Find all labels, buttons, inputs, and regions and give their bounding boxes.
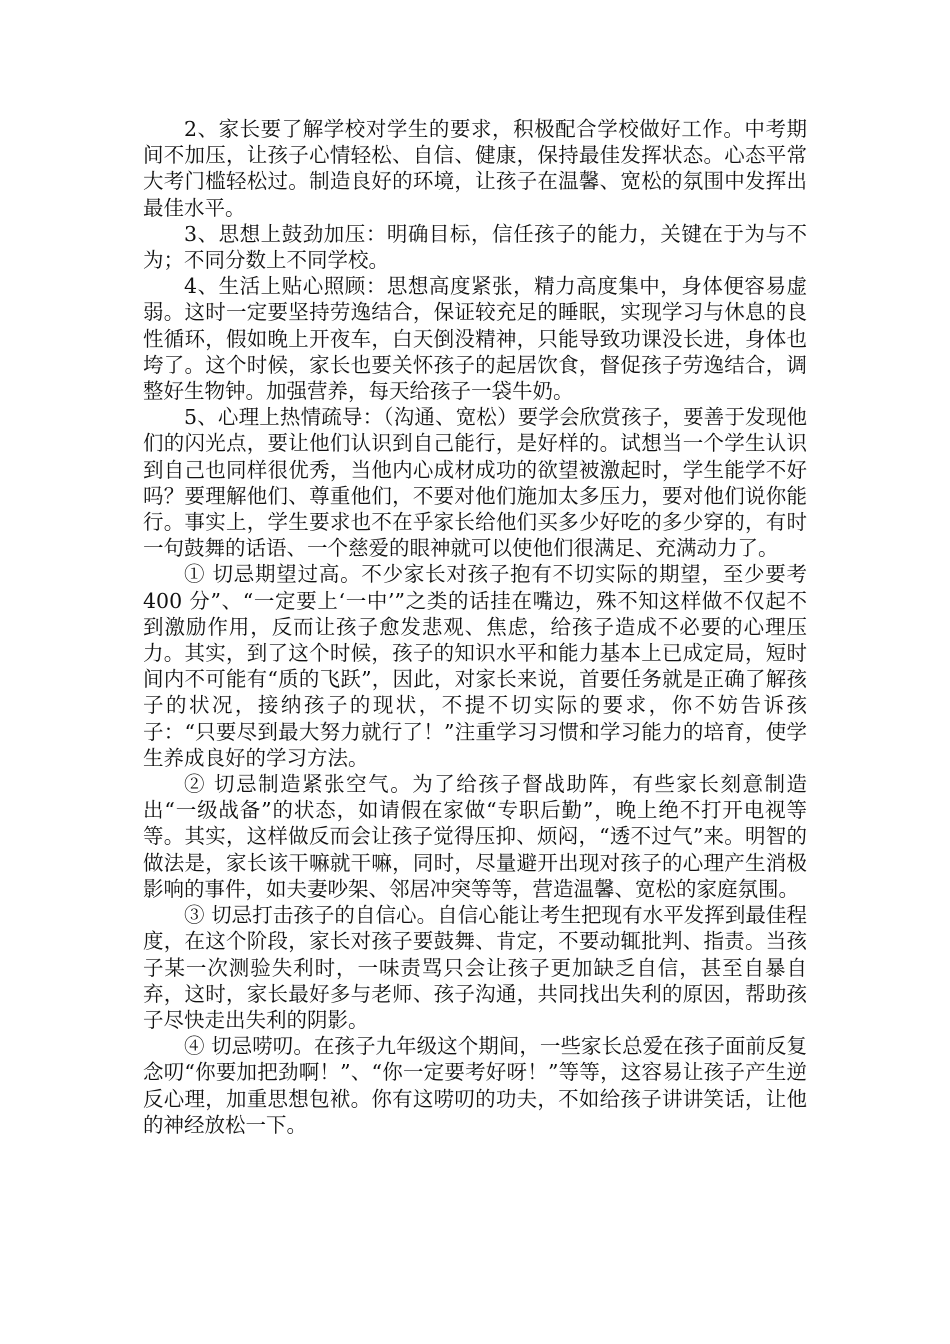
paragraph-encouragement: 3、思想上鼓劲加压：明确目标，信任孩子的能力，关键在于为与不为；不同分数上不同学校。 xyxy=(143,221,807,273)
paragraph-daily-care: 4、生活上贴心照顾：思想高度紧张，精力高度集中，身体便容易虚弱。这时一定要坚持劳逸结合，保证较充足的睡眠，实现学习与休息的良性循环，假如晚上开夜车，白天倒没精神，只能导致功课没长进，身体也垮了。这个时候，家长也要关怀孩子的起居饮食，督促孩子劳逸结合，调整好生物钟。加强营养，每天给孩子一袋牛奶。 xyxy=(143,274,807,404)
paragraph-avoid-undermining-confidence: ③ 切忌打击孩子的自信心。自信心能让考生把现有水平发挥到最佳程度，在这个阶段，家长对孩子要鼓舞、肯定，不要动辄批判、指责。当孩子某一次测验失利时，一味责骂只会让孩子更加缺乏自信，甚至自暴自弃，这时，家长最好多与老师、孩子沟通，共同找出失利的原因，帮助孩子尽快走出失利的阴影。 xyxy=(143,903,807,1032)
paragraph-avoid-nagging: ④ 切忌唠叨。在孩子九年级这个期间，一些家长总爱在孩子面前反复念叨“你要加把劲啊！”、“你一定要考好呀！”等等，这容易让孩子产生逆反心理，加重思想包袱。你有这唠叨的功夫，不如给孩子讲讲笑话，让他的神经放松一下。 xyxy=(143,1034,807,1137)
document-body xyxy=(143,116,807,1138)
paragraph-avoid-tension: ② 切忌制造紧张空气。为了给孩子督战助阵，有些家长刻意制造出“一级战备”的状态，如请假在家做“专职后勤”，晚上绝不打开电视等等。其实，这样做反而会让孩子觉得压抑、烦闷，“透不过气”来。明智的做法是，家长该干嘛就干嘛，同时，尽量避开出现对孩子的心理产生消极影响的事件，如夫妻吵架、邻居冲突等等，营造温馨、宽松的家庭氛围。 xyxy=(143,772,807,901)
paragraph-avoid-high-expectations: ① 切忌期望过高。不少家长对孩子抱有不切实际的期望，至少要考 400 分”、“一定要上‘一中’”之类的话挂在嘴边，殊不知这样做不仅起不到激励作用，反而让孩子愈发悲观、焦虑，给孩子造成不必要的心理压力。其实，到了这个时候，孩子的知识水平和能力基本上已成定局，短时间内不可能有“质的飞跃”，因此，对家长来说，首要任务就是正确了解孩子的状况，接纳孩子的现状，不提不切实际的要求，你不妨告诉孩子：“只要尽到最大努力就行了！”注重学习习惯和学习能力的培育，使学生养成良好的学习方法。 xyxy=(143,562,807,770)
paragraph-psychological-guidance: 5、心理上热情疏导：（沟通、宽松）要学会欣赏孩子，要善于发现他们的闪光点，要让他们认识到自己能行，是好样的。试想当一个学生认识到自己也同样很优秀，当他内心成材成功的欲望被激起时，学生能学不好吗？要理解他们、尊重他们，不要对他们施加太多压力，要对他们说你能行。事实上，学生要求也不在乎家长给他们买多少好吃的多少穿的，有时一句鼓舞的话语、一个慈爱的眼神就可以使他们很满足、充满动力了。 xyxy=(143,405,807,561)
paragraph-parent-cooperation: 2、家长要了解学校对学生的要求，积极配合学校做好工作。中考期间不加压，让孩子心情轻松、自信、健康，保持最佳发挥状态。心态平常大考门槛轻松过。制造良好的环境，让孩子在温馨、宽松的氛围中发挥出最佳水平。 xyxy=(143,117,807,220)
